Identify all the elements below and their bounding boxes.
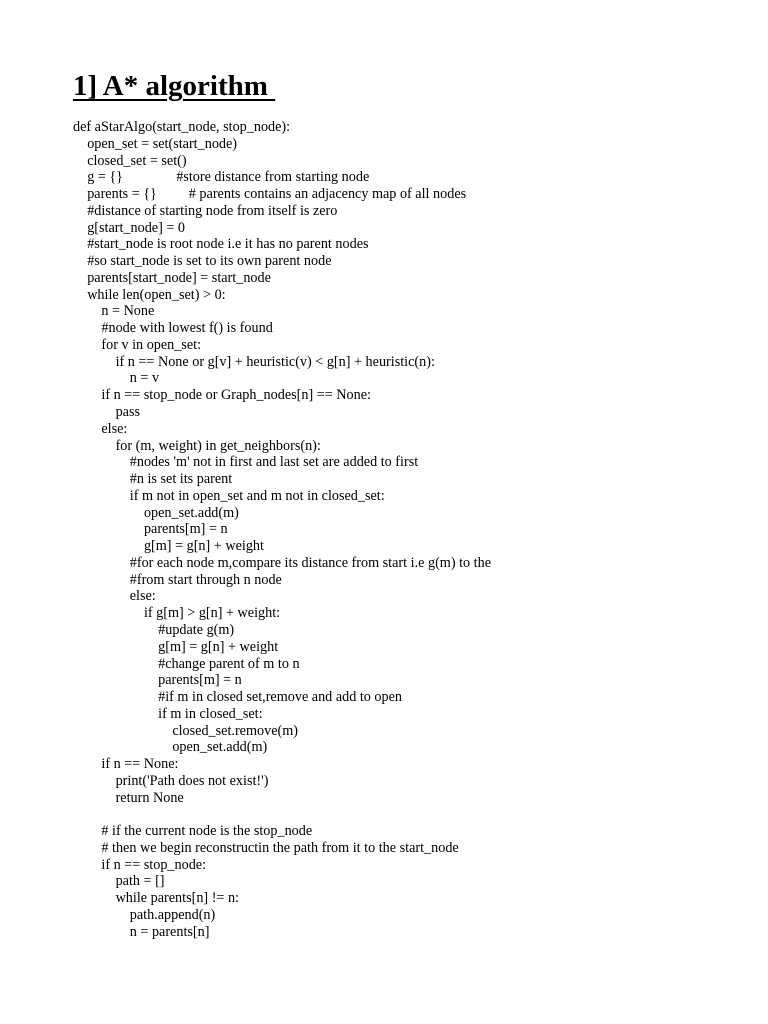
code-line: #start_node is root node i.e it has no parent nodes (73, 236, 369, 253)
code-line: print('Path does not exist!') (73, 772, 269, 789)
code-line: if m in closed_set: (73, 705, 263, 722)
code-line: while parents[n] != n: (73, 890, 239, 907)
code-line: for (m, weight) in get_neighbors(n): (73, 437, 321, 454)
code-line: pass (73, 404, 140, 421)
document-heading: 1] A* algorithm (73, 70, 276, 102)
code-line: else: (73, 420, 128, 437)
code-line: parents = {} # parents contains an adjacency map of all nodes (73, 186, 467, 203)
code-line: else: (73, 588, 156, 605)
code-line: def aStarAlgo(start_node, stop_node): (73, 119, 291, 135)
code-line: if g[m] > g[n] + weight: (73, 605, 281, 622)
code-line: closed_set = set() (73, 152, 187, 169)
code-line: #nodes 'm' not in first and last set are added to first (73, 454, 419, 471)
code-line: parents[m] = n (73, 672, 242, 689)
code-line: parents[m] = n (73, 521, 228, 538)
code-line: open_set.add(m) (73, 739, 268, 756)
code-line: parents[start_node] = start_node (73, 269, 271, 286)
code-line: #distance of starting node from itself is zero (73, 202, 338, 219)
code-line: #node with lowest f() is found (73, 320, 273, 337)
code-line: g[start_node] = 0 (73, 219, 186, 236)
code-line: while len(open_set) > 0: (73, 286, 226, 303)
code-line: closed_set.remove(m) (73, 722, 298, 739)
code-line: #update g(m) (73, 621, 235, 638)
code-line: open_set.add(m) (73, 504, 239, 521)
code-line: n = None (73, 303, 155, 320)
code-line: if m not in open_set and m not in closed_set: (73, 487, 385, 504)
code-line: open_set = set(start_node) (73, 135, 238, 152)
code-line: if n == stop_node or Graph_nodes[n] == None: (73, 387, 371, 404)
code-line: n = v (73, 370, 160, 387)
code-line: #n is set its parent (73, 471, 233, 488)
code-line: #change parent of m to n (73, 655, 300, 672)
code-line: return None (73, 789, 184, 806)
code-line: path.append(n) (73, 906, 216, 923)
code-line: g[m] = g[n] + weight (73, 638, 279, 655)
code-line: #so start_node is set to its own parent node (73, 253, 332, 270)
code-line: if n == stop_node: (73, 856, 207, 873)
code-line: if n == None or g[v] + heuristic(v) < g[n] + heuristic(n): (73, 353, 435, 370)
code-line: path = [] (73, 873, 165, 890)
code-line: #if m in closed set,remove and add to open (73, 689, 403, 706)
code-line: if n == None: (73, 756, 179, 773)
code-line: #for each node m,compare its distance from start i.e g(m) to the (73, 554, 492, 571)
code-line: for v in open_set: (73, 336, 202, 353)
code-line: #from start through n node (73, 571, 282, 588)
code-line: # then we begin reconstructin the path from it to the start_node (73, 839, 459, 856)
code-block (73, 119, 491, 941)
code-line: # if the current node is the stop_node (73, 823, 313, 840)
code-line: g[m] = g[n] + weight (73, 538, 264, 555)
code-line: n = parents[n] (73, 923, 210, 940)
code-line: g = {} #store distance from starting node (73, 169, 370, 186)
code-line (73, 806, 491, 823)
